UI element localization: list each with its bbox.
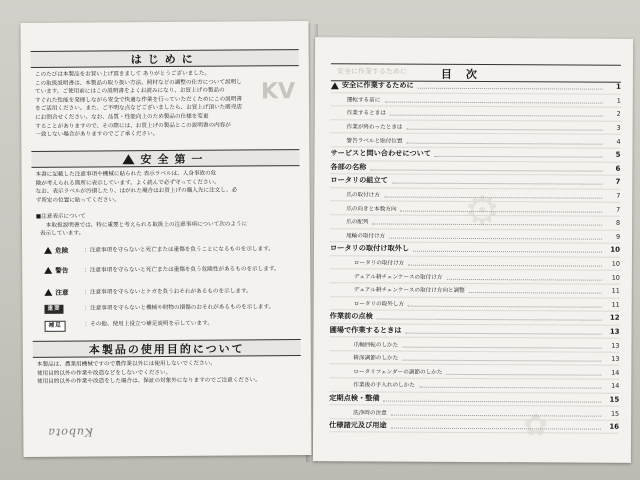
toc-entry-label: 耕深調節のしかた xyxy=(353,355,399,362)
level-text: 注意事項を守らないと機械や財物の損傷のおそれがあるものを示します。 xyxy=(90,304,275,312)
safety-line: なお、表示ラベルが汚損したり、はがれた場合はお買上げの購入先に注文し、必 xyxy=(35,187,238,196)
intro-title-band xyxy=(31,49,299,68)
toc-entry-label: 安全に作業するために xyxy=(341,80,414,90)
toc-entry-label: 仕様諸元及び用途 xyxy=(329,420,387,430)
level-tag: 注意 xyxy=(55,288,69,297)
toc-page-number: 10 xyxy=(610,246,621,255)
toc-leader-dots xyxy=(384,192,602,199)
left-page xyxy=(20,21,311,457)
warning-triangle-icon xyxy=(331,82,339,89)
toc-page-number: 5 xyxy=(615,151,621,160)
toc-page-number: 8 xyxy=(616,218,621,228)
intro-paragraph xyxy=(35,69,297,140)
toc-leader-dots xyxy=(391,423,602,430)
toc-leader-dots xyxy=(377,314,602,321)
bleed-through-text: KV xyxy=(260,79,296,105)
bleed-through-illustration: ✿ xyxy=(522,408,549,444)
toc-leader-dots xyxy=(446,369,601,376)
toc-entry-label: ロータリの取付け方 xyxy=(353,260,405,267)
toc-entry-label: 作業後の手入れのしかた xyxy=(353,382,415,390)
toc-leader-dots xyxy=(370,164,602,171)
notice-line: 本取扱説明書では、特に重要と考えられる取扱上の注意事項について次のように xyxy=(45,221,248,229)
toc-page-number: 7 xyxy=(615,178,621,187)
safety-title: 安全第一 xyxy=(140,152,209,166)
toc-page-number: 11 xyxy=(611,286,620,295)
toc-entry xyxy=(329,419,619,434)
toc-entry-label: 定期点検・整備 xyxy=(329,393,380,403)
toc-page-number: 12 xyxy=(609,314,620,323)
right-page xyxy=(313,37,633,463)
toc-entry-label: 爪軸回転のしかた xyxy=(353,341,399,349)
toc-leader-dots xyxy=(389,232,602,239)
usage-paragraph xyxy=(37,359,299,387)
toc-entry-label: 運転する前に xyxy=(346,97,381,104)
header-ghost-text: 安全に作業するために xyxy=(336,67,407,76)
intro-line: にお問合せください。なお、品質・性能向上のため製品の仕様を変更 xyxy=(35,113,209,121)
toc-leader-dots xyxy=(373,219,603,226)
toc-page-number: 7 xyxy=(616,205,621,214)
toc-entry-label: 作業するときは xyxy=(346,110,386,118)
intro-line: 一致しない場合がありますのでご了承ください。 xyxy=(35,131,159,139)
toc-entry-label: 作業前の点検 xyxy=(329,311,373,321)
level-text: 注意事項を守らないと死亡または重傷を負うことになるものを示します。 xyxy=(89,246,274,254)
toc-page-number: 3 xyxy=(616,123,621,132)
toc-entry-label: 爪の取付け方 xyxy=(346,192,380,199)
toc-leader-dots xyxy=(402,355,601,362)
toc-leader-dots xyxy=(401,205,603,212)
level-tag: 危険 xyxy=(55,246,69,255)
toc-page-number: 2 xyxy=(616,110,621,119)
level-text: 注意事項を守らないとケガを負うおそれがあるものを示します。 xyxy=(89,288,252,296)
toc-entry-label: 洗浄時の注意 xyxy=(353,409,387,417)
toc-entry-label: ロータリの取外し方 xyxy=(353,301,405,308)
safety-line: 険が考えられる箇所に表示しています。よく読んで必ず守ってください。 xyxy=(35,179,220,187)
toc-entry-label: 圃場で作業するときは xyxy=(329,325,402,335)
intro-line: ています。ご使用前にはこの説明書をよくお読みになり、お買上げの製品の xyxy=(34,87,225,96)
level-text: 注意事項を守らないと死亡または重傷を負う危険性があるものを示します。 xyxy=(89,266,280,274)
toc-leader-dots xyxy=(408,260,602,267)
level-tag: 重要 xyxy=(44,305,63,314)
toc-page-number: 7 xyxy=(616,191,621,200)
toc-leader-dots xyxy=(384,395,602,402)
notice-line: 表示しています。 xyxy=(39,230,85,238)
toc-page-number: 16 xyxy=(609,422,620,431)
toc-leader-dots xyxy=(407,124,603,131)
safety-line: ず所定の位置に貼ってください。 xyxy=(35,197,120,204)
toc-leader-dots xyxy=(405,328,601,335)
toc-page-number: 1 xyxy=(616,96,621,105)
level-warning: 警告 ：注意事項を守らないと死亡または重傷を負う危険性があるものを示します。 xyxy=(44,265,298,275)
safety-paragraph xyxy=(36,169,298,205)
intro-line: このたびは本製品をお買い上げ頂きまして ありがとうございました。 xyxy=(34,70,211,78)
toc-leader-dots xyxy=(413,246,602,253)
toc-page-number: 13 xyxy=(609,327,620,336)
toc-entry-label: ロータリフェンダーの調節のしかた xyxy=(353,369,443,376)
toc-entry-label: 作業が終わったときは xyxy=(346,124,403,131)
level-important: 重要 ：注意事項を守らないと機械や財物の損傷のおそれがあるものを示します。 xyxy=(44,303,298,313)
bleed-through-illustration: ⚙ xyxy=(464,187,501,235)
warning-triangle-icon xyxy=(44,247,52,254)
toc-leader-dots xyxy=(391,409,601,416)
toc-leader-dots xyxy=(418,83,603,90)
safety-line: 本書に記載した注意事項や機械に貼られた 表示ラベルは、人身事故の危 xyxy=(35,170,217,178)
level-text: その他、使用上役立つ補足説明を示しています。 xyxy=(90,320,213,328)
toc-leader-dots xyxy=(446,273,601,280)
toc-page-number: 14 xyxy=(611,382,620,391)
toc-leader-dots xyxy=(392,178,603,185)
toc-page-number: 4 xyxy=(616,137,621,146)
notice-section xyxy=(36,211,298,239)
toc-entry-label: デュアル耕チェンケースの取付け方向と調整 xyxy=(353,287,465,295)
toc-page-number: 14 xyxy=(611,368,620,377)
toc-page-number: 13 xyxy=(611,341,620,350)
toc-page-number: 10 xyxy=(611,273,620,282)
toc-page-number: 6 xyxy=(615,164,621,173)
level-caution: 注意 ：注意事項を守らないとケガを負うおそれがあるものを示します。 xyxy=(44,287,298,297)
usage-line: 使用目的以外の作業や改造をした場合は、保証の対象外になりますのでご注意ください。 xyxy=(36,377,261,386)
toc-page-number: 13 xyxy=(611,354,620,363)
toc-entry-label: 爪の向きと本数方向 xyxy=(346,205,397,213)
toc-leader-dots xyxy=(384,96,602,103)
toc-leader-dots xyxy=(435,151,603,158)
toc-entry-label: デュアル耕チェンケースの取付け方 xyxy=(353,273,443,281)
warning-triangle-icon xyxy=(122,154,134,164)
usage-line: 使用目的以外の作業や改造などをしないでください。 xyxy=(36,369,172,377)
warning-triangle-icon xyxy=(44,289,52,296)
intro-line: をご活用ください。また、ご不明な点などございましたら、お買上げ頂いた販売店 xyxy=(35,104,243,113)
toc-page-number: 10 xyxy=(611,259,620,268)
toc-leader-dots xyxy=(402,341,601,348)
notice-heading: ■注意表示について xyxy=(35,213,86,220)
toc-entry-label: 各部の名称 xyxy=(330,162,367,172)
safety-title-band xyxy=(31,149,299,168)
toc-entry-label: 尾輪の取付け方 xyxy=(346,233,386,240)
warning-triangle-icon xyxy=(44,267,52,274)
usage-line: 本製品は、農業用機械ですので農作業以外には使用しないでください。 xyxy=(36,360,216,368)
level-tag: 補足 xyxy=(45,321,66,332)
intro-line: することがありますので、その際には、お買上げの製品とこの説明書の内容が xyxy=(35,122,231,130)
toc-entry-label: サービスと問い合わせについて xyxy=(330,148,432,159)
intro-line: この取扱説明書は、本製品の取り扱い方法、照材などの調整の仕方について説明し xyxy=(34,79,242,87)
toc-page-number: 15 xyxy=(610,409,620,418)
toc-leader-dots xyxy=(469,287,602,294)
toc-page-number: 1 xyxy=(615,83,621,92)
usage-title-band xyxy=(33,339,301,358)
toc-entry-label: ロータリの取付け取外し xyxy=(329,243,410,254)
toc-entry-label: 爪の配列 xyxy=(346,219,369,226)
brand-logo: Kubota xyxy=(47,425,94,439)
toc-title: 目次 xyxy=(440,67,491,82)
toc-leader-dots xyxy=(419,382,601,389)
usage-title: 本製品の使用目的について xyxy=(88,341,245,357)
toc-page-number: 9 xyxy=(615,232,621,241)
intro-line: すぐれた性能を発揮しながら安全で快適な作業を行っていただくためにこの説明書 xyxy=(35,96,243,104)
level-tag: 警告 xyxy=(55,266,69,275)
toc-page-number: 11 xyxy=(611,300,620,309)
table-of-contents xyxy=(329,79,621,434)
toc-leader-dots xyxy=(407,137,603,144)
toc-entry-label: 警告ラベルと貼付位置 xyxy=(346,138,403,145)
toc-entry-label: ロータリの組立て xyxy=(330,175,388,186)
intro-title: はじめに xyxy=(130,52,199,66)
level-supplement: 補足 ：その他、使用上役立つ補足説明を示しています。 xyxy=(45,319,299,331)
level-danger: 危険 ：注意事項を守らないと死亡または重傷を負うことになるものを示します。 xyxy=(44,245,298,255)
toc-leader-dots xyxy=(390,110,603,117)
toc-page-number: 15 xyxy=(609,395,620,404)
toc-leader-dots xyxy=(408,300,602,307)
